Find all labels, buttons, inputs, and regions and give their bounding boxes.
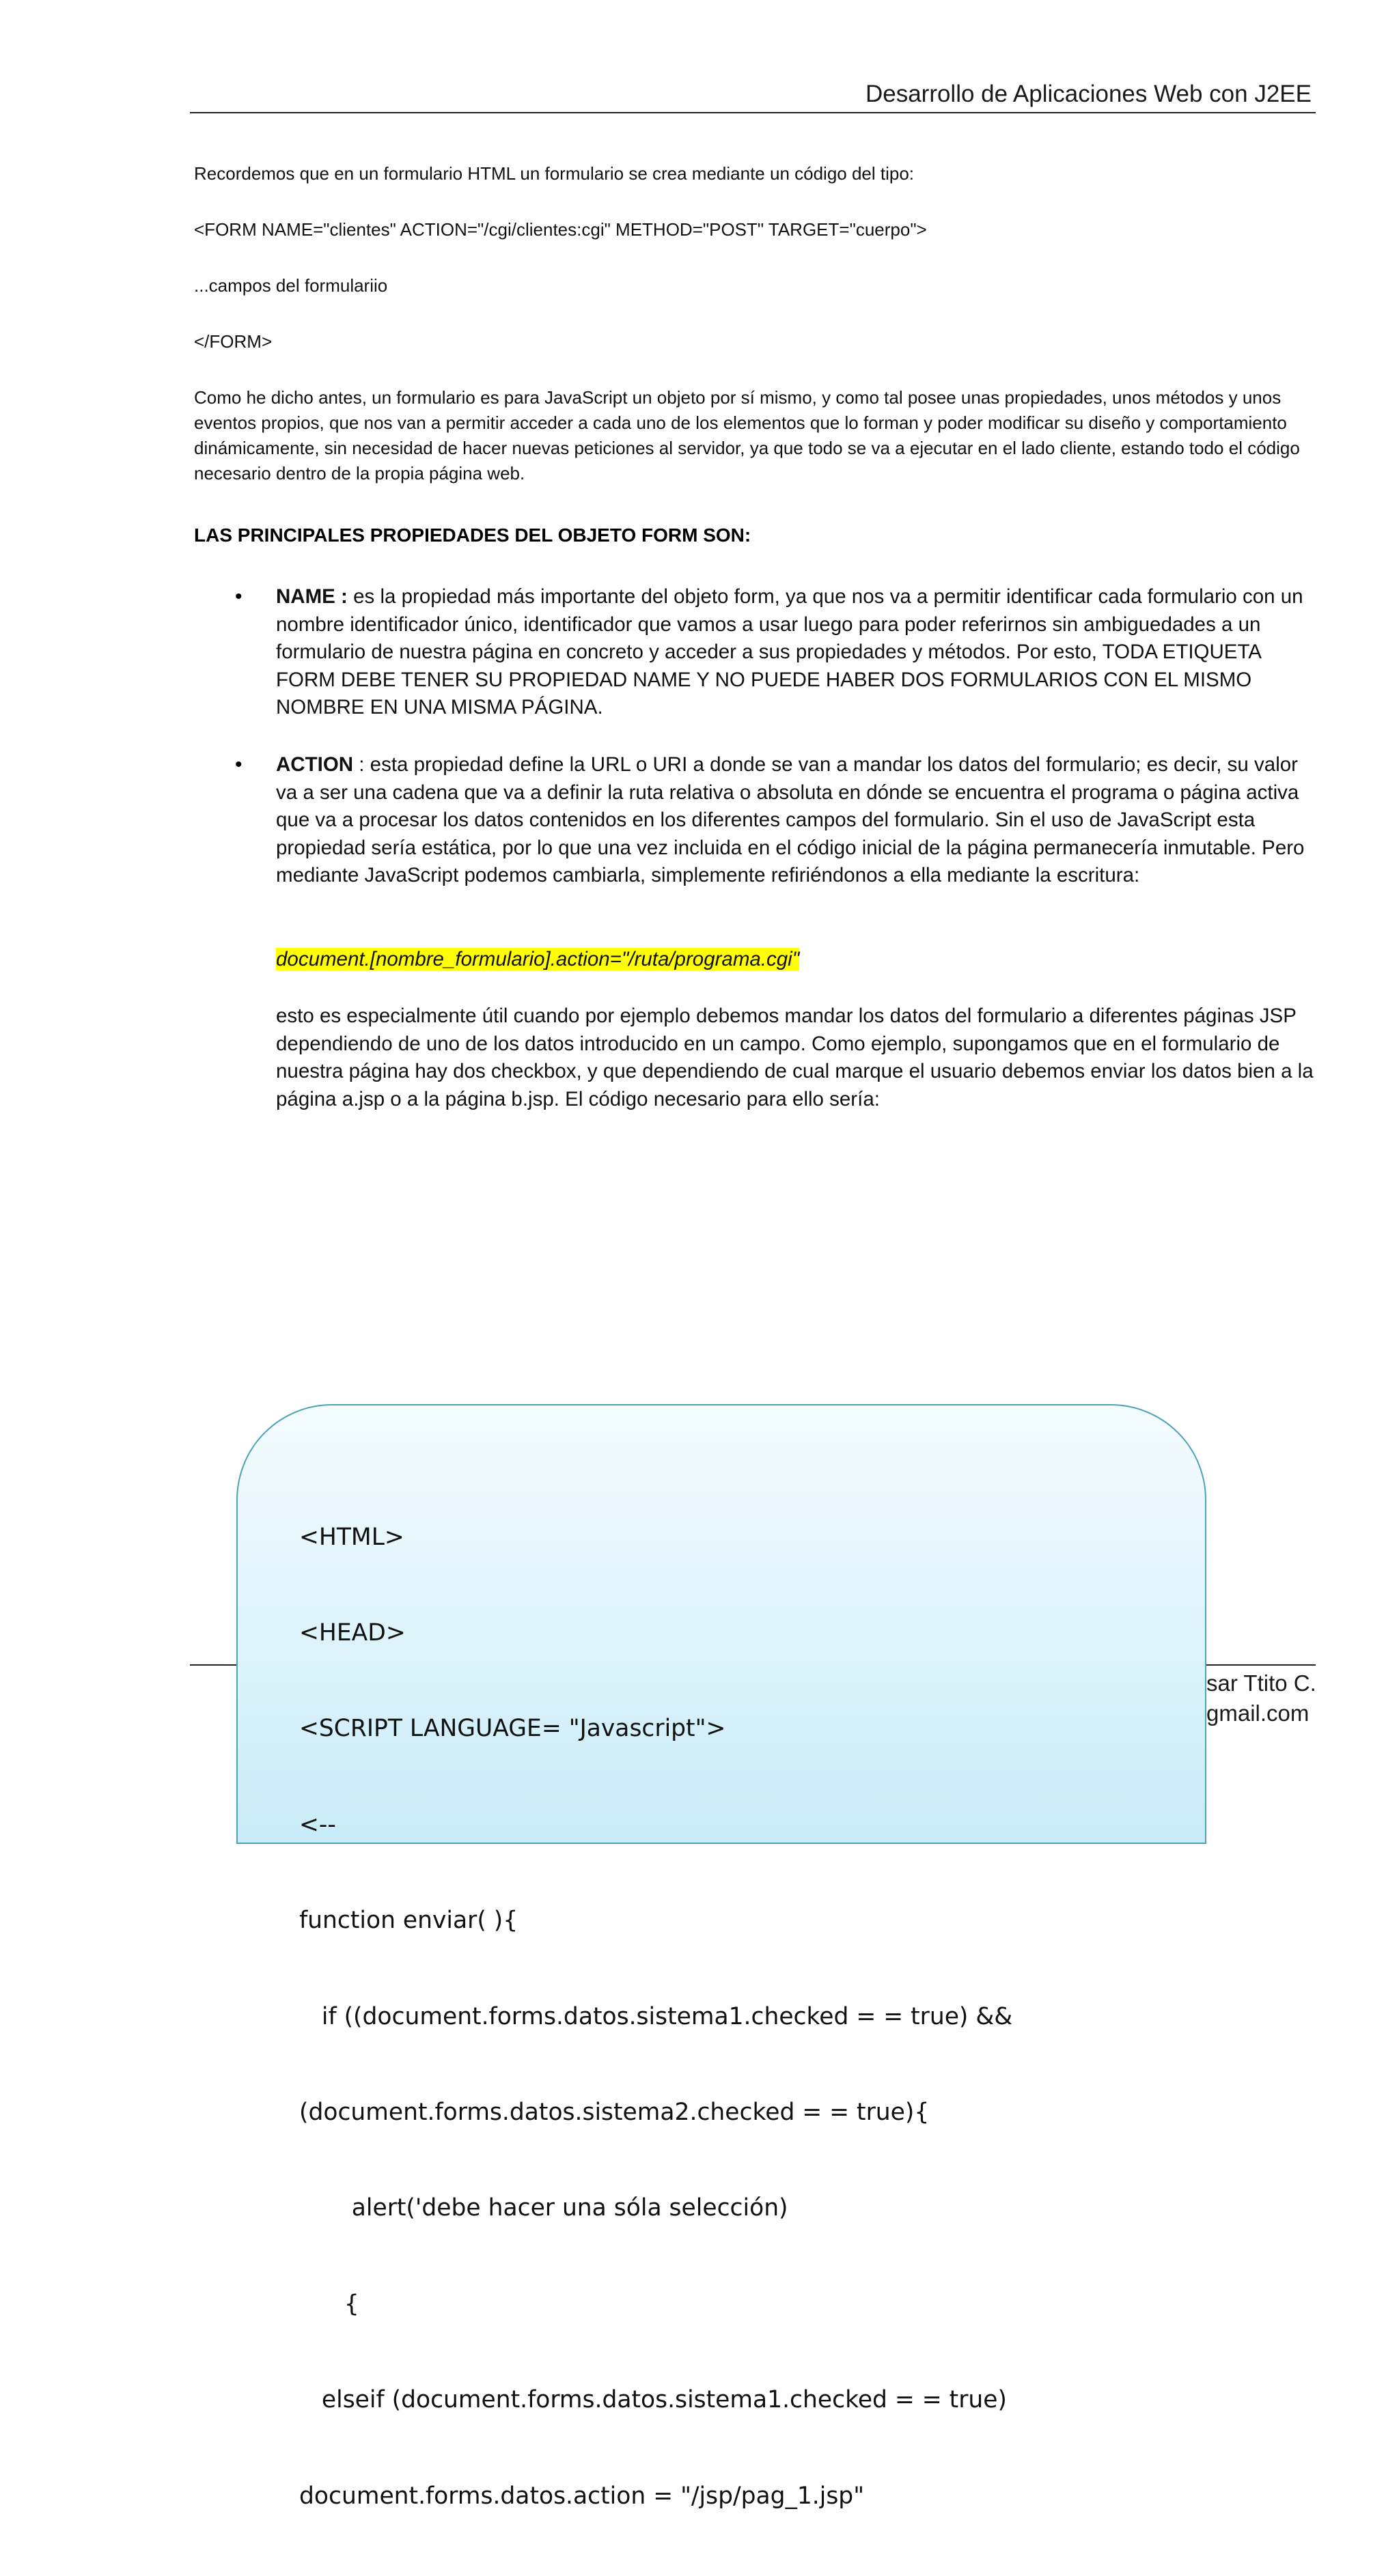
footer-author: sar Ttito C.	[1206, 1670, 1316, 1696]
footer-divider-right	[1204, 1664, 1316, 1666]
code-line: document.forms.datos.action = "/jsp/pag_1.jsp"	[299, 2482, 865, 2510]
code-sample	[299, 1457, 1012, 2576]
header-divider	[190, 112, 1316, 113]
bullet-item-action	[276, 751, 1314, 890]
bullet-text: es la propiedad más importante del objeto form, ya que nos va a permitir identificar cada formulario con un nombre identificador único, identificador que vamos a usar luego para poder referirnos sin ambiguedades a un formulario de nuestra página en concreto y acceder a sus propiedades y métodos. Por esto, TODA ETIQUETA FORM DEBE TENER SU PROPIEDAD NAME Y NO PUEDE HABER DOS FORMULARIOS CON EL MISMO NOMBRE EN UNA MISMA PÁGINA.	[276, 585, 1303, 718]
intro-paragraph-1: Recordemos que en un formulario HTML un formulario se crea mediante un código del tipo:	[194, 163, 915, 184]
code-highlight: document.[nombre_formulario].action="/ruta/programa.cgi"	[276, 948, 800, 970]
form-closing-tag: </FORM>	[194, 331, 273, 352]
bullet-term: NAME :	[276, 585, 348, 608]
bullet-item-name	[276, 583, 1314, 722]
code-line: <HEAD>	[299, 1619, 406, 1647]
code-sample-box	[236, 1404, 1206, 2510]
code-line: <SCRIPT LANGUAGE= "Javascript">	[299, 1715, 726, 1743]
code-line: <HTML>	[299, 1523, 404, 1551]
section-heading: LAS PRINCIPALES PROPIEDADES DEL OBJETO FORM SON:	[194, 524, 751, 546]
form-fields-placeholder: ...campos del formulariio	[194, 275, 388, 296]
bullet-term: ACTION	[276, 753, 354, 776]
bullet-icon: •	[235, 585, 243, 608]
footer-email: gmail.com	[1206, 1700, 1310, 1726]
code-line: <--	[299, 1810, 336, 1838]
code-line: elseif (document.forms.datos.sistema1.checked = = true)	[299, 2386, 1007, 2414]
bullet-text: : esta propiedad define la URL o URI a donde se van a mandar los datos del formulario; es decir, su valor va a ser una cadena que va a definir la ruta relativa o absoluta en dónde se encuentra el programa o página activa que va a procesar los datos contenidos en los diferentes campos del formulario. Sin el uso de JavaScript esta propiedad sería estática, por lo que una vez incluida en el código inicial de la página permanecería inmutable. Pero mediante JavaScript podemos cambiarla, simplemente refiriéndonos a ella mediante la escritura:	[276, 753, 1305, 886]
highlighted-code-example	[276, 946, 1314, 974]
form-tag-example: <FORM NAME="clientes" ACTION="/cgi/clientes:cgi" METHOD="POST" TARGET="cuerpo">	[194, 219, 927, 240]
footer-divider-left	[190, 1664, 238, 1666]
code-line: alert('debe hacer una sóla selección)	[299, 2194, 788, 2222]
bullet-continuation: esto es especialmente útil cuando por ejemplo debemos mandar los datos del formulario a diferentes páginas JSP dependiendo de uno de los datos introducido en un campo. Como ejemplo, supongamos que en el formulario de nuestra página hay dos checkbox, y que dependiendo de cual marque el usuario debemos enviar los datos bien a la página a.jsp o a la página b.jsp. El código necesario para ello sería:	[276, 1005, 1314, 1110]
code-line: function enviar( ){	[299, 1907, 518, 1935]
code-line: (document.forms.datos.sistema2.checked = = true){	[299, 2098, 930, 2126]
code-line: {	[299, 2290, 359, 2318]
intro-paragraph-2: Como he dicho antes, un formulario es para JavaScript un objeto por sí mismo, y como tal posee unas propiedades, unos métodos y unos eventos propios, que nos van a permitir acceder a cada uno de los elementos que lo forman y poder modificar su diseño y comportamiento dinámicamente, sin necesidad de hacer nuevas peticiones al servidor, ya que todo se va a ejecutar en el lado cliente, estando todo el código necesario dentro de la propia página web.	[194, 387, 1300, 484]
bullet-icon: •	[235, 753, 243, 776]
code-line: if ((document.forms.datos.sistema1.checked = = true) &&	[299, 2002, 1013, 2030]
document-title: Desarrollo de Aplicaciones Web con J2EE	[865, 81, 1312, 107]
